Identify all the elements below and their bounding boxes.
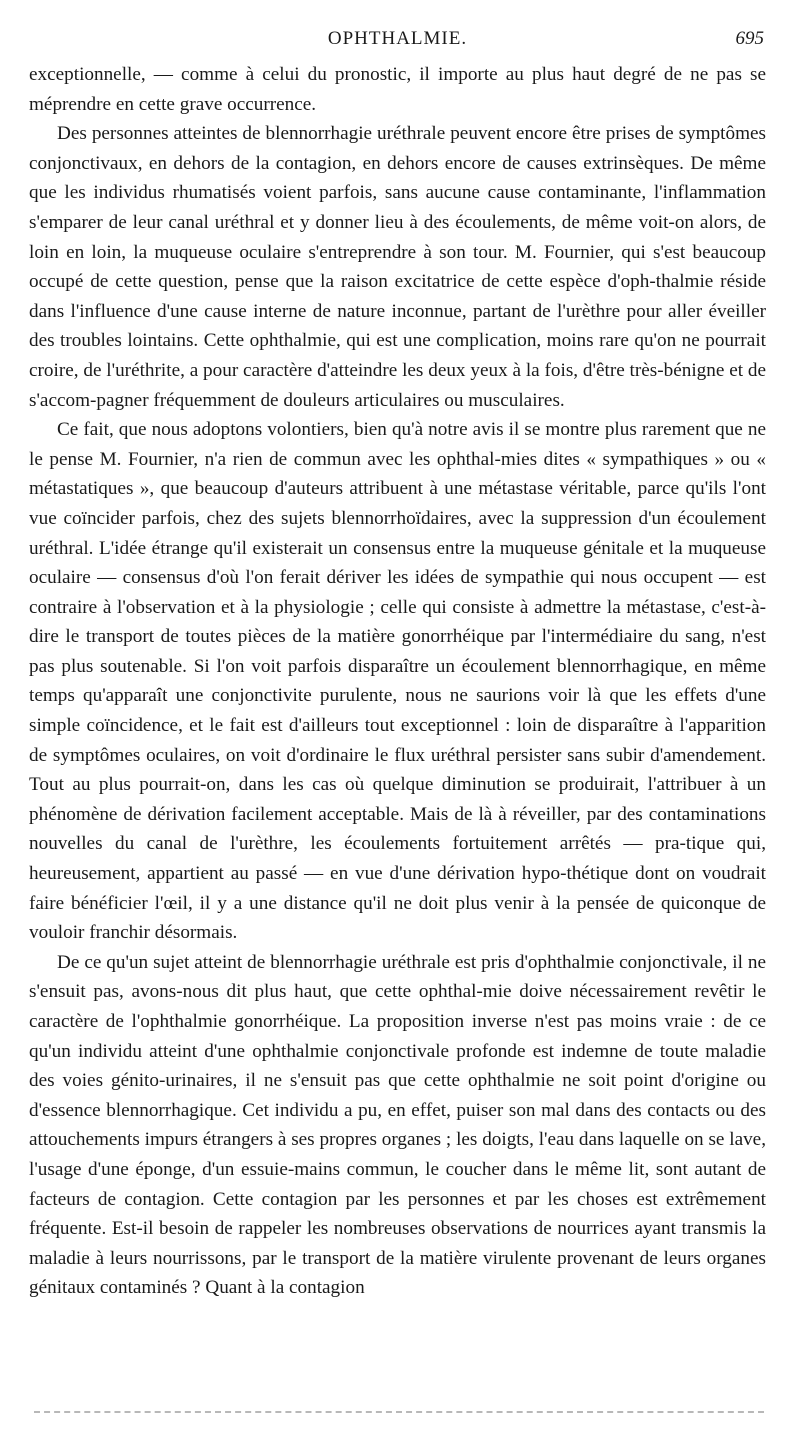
book-page (29, 22, 766, 1303)
running-title: OPHTHALMIE. (327, 28, 468, 49)
paragraph: Des personnes atteintes de blennorrhagie uréthrale peuvent encore être prises de symptômes conjonctivaux, en dehors de la contagion, en dehors encore de causes extrinsèques. De même que les individus rhumatisés voient parfois, sans aucune cause contaminante, l'inflammation s'emparer de leur canal uréthral et y donner lieu à des écoulements, de même voit-on alors, de loin en loin, la muqueuse oculaire s'entreprendre à son tour. M. Fournier, qui s'est beaucoup occupé de cette question, pense que la raison excitatrice de cette espèce d'oph-thalmie réside dans l'influence d'une cause interne de nature inconnue, partant de l'urèthre pour aller éveiller des troubles lointains. Cette ophthalmie, qui est une complication, moins rare qu'on ne pourrait croire, de l'uréthrite, a pour caractère d'atteindre les deux yeux à la fois, d'être très-bénigne et de s'accom-pagner fréquemment de douleurs articulaires ou musculaires. (29, 123, 766, 411)
page-number: 695 (735, 28, 764, 49)
paragraph-continuation: exceptionnelle, — comme à celui du pronostic, il importe au plus haut degré de ne pas se méprendre en cette grave occurrence. (29, 64, 766, 115)
footer-rule (34, 1411, 764, 1413)
body-text (29, 60, 766, 1303)
paragraph: Ce fait, que nous adoptons volontiers, bien qu'à notre avis il se montre plus rarement que ne le pense M. Fournier, n'a rien de commun avec les ophthal-mies dites « sympathiques » ou « métastatiques », que beaucoup d'auteurs attribuent à une métastase véritable, parce qu'ils l'ont vue coïncider parfois, chez des sujets blennorrhoïdaires, avec la suppression d'un écoulement uréthral. L'idée étrange qu'il existerait un consensus entre la muqueuse génitale et la muqueuse oculaire — consensus d'où l'on ferait dériver les idées de sympathie qui nous occupent — est contraire à l'observation et à la physiologie ; celle qui consiste à admettre la métastase, c'est-à-dire le transport de toutes pièces de la matière gonorrhéique par l'intermédiaire du sang, n'est pas plus soutenable. Si l'on voit parfois disparaître un écoulement blennorrhagique, en même temps qu'apparaît une conjonctivite purulente, nous ne saurions voir là que les effets d'une simple coïncidence, et le fait est d'ailleurs tout exceptionnel : loin de disparaître à l'apparition de symptômes oculaires, on voit d'ordinaire le flux uréthral persister sans subir d'amendement. Tout au plus pourrait-on, dans les cas où quelque diminution se produirait, l'attribuer à un phénomène de dérivation facilement acceptable. Mais de là à réveiller, par des contaminations nouvelles du canal de l'urèthre, les écoulements fortuitement arrêtés — pra-tique qui, heureusement, appartient au passé — en vue d'une dérivation hypo-thétique dont on voudrait faire bénéficier l'œil, il y a une distance qu'il ne doit plus venir à la pensée de quiconque de vouloir franchir désormais. (29, 419, 766, 944)
paragraph: De ce qu'un sujet atteint de blennorrhagie uréthrale est pris d'ophthalmie conjonctivale, il ne s'ensuit pas, avons-nous dit plus haut, que cette ophthal-mie doive nécessairement revêtir le caractère de l'ophthalmie gonorrhéique. La proposition inverse n'est pas moins vraie : de ce qu'un individu atteint d'une ophthalmie conjonctivale profonde est indemne de toute maladie des voies génito-urinaires, il ne s'ensuit pas que cette ophthalmie ne soit point d'origine ou d'essence blennorrhagique. Cet individu a pu, en effet, puiser son mal dans des contacts ou des attouchements impurs étrangers à ses propres organes ; les doigts, l'eau dans laquelle on se lave, l'usage d'une éponge, d'un essuie-mains commun, le coucher dans le même lit, sont autant de facteurs de contagion. Cette contagion par les personnes et par les choses est extrêmement fréquente. Est-il besoin de rappeler les nombreuses observations de nourrices ayant transmis la maladie à leurs nourrissons, par le transport de la matière virulente provenant de leurs organes génitaux contaminés ? Quant à la contagion (29, 951, 766, 1299)
running-head (29, 22, 766, 60)
